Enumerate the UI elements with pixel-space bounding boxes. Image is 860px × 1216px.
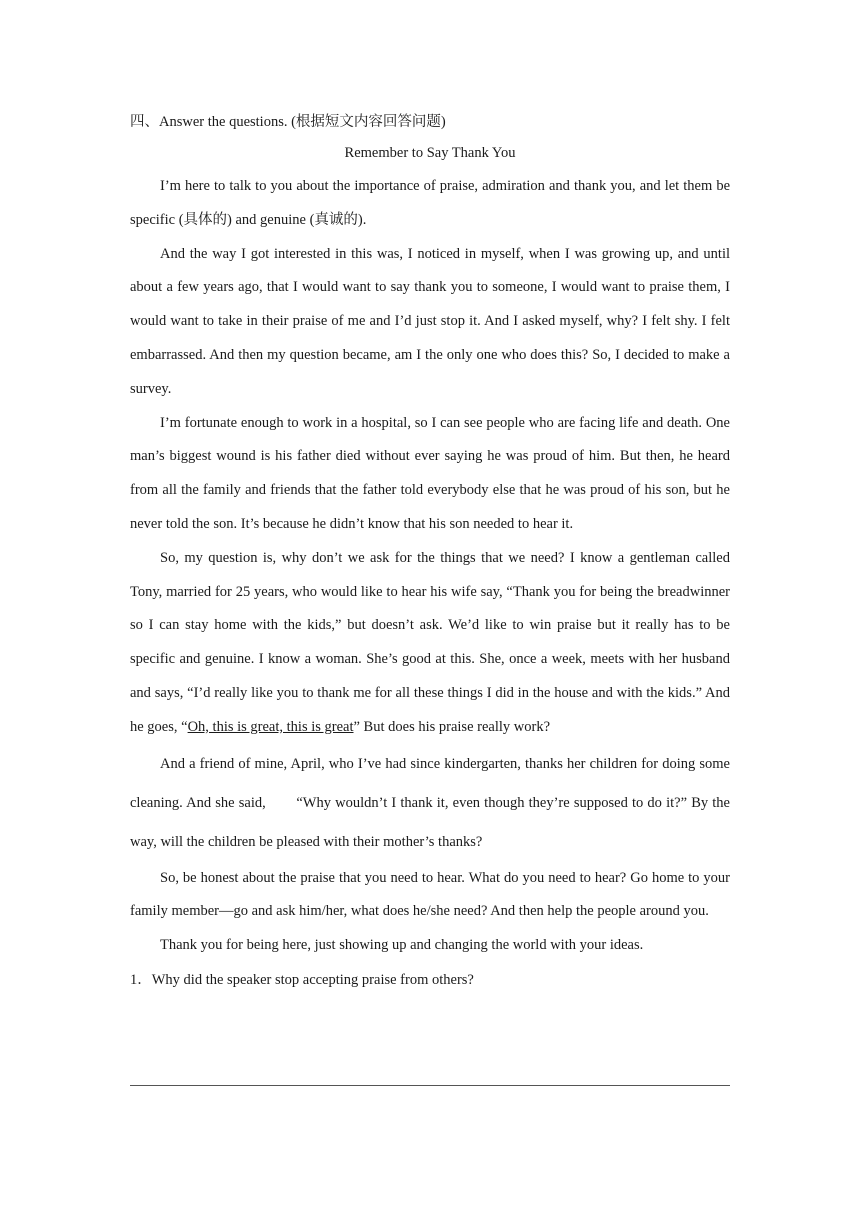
section-heading: 四、Answer the questions. (根据短文内容回答问题) — [130, 114, 446, 130]
paragraph-6: So, be honest about the praise that you need to hear. What do you need to hear? Go home to your family member—go and ask him/her, what does he/she need? And then help the people around you. — [130, 869, 730, 920]
passage-title: Remember to Say Thank You — [344, 145, 516, 161]
paragraph-3: I’m fortunate enough to work in a hospital, so I can see people who are facing life and death. One man’s biggest wound is his father died without ever saying he was proud of him. But then, he heard from all the family and friends that the father told everybody else that he was proud of his son, but he never told the son. It’s because he didn’t know that his son needed to hear it. — [130, 414, 730, 532]
paragraph-4 — [130, 542, 730, 745]
question-1: 1．Why did the speaker stop accepting praise from others? — [130, 971, 474, 988]
paragraph-4-text-after: ” But does his praise really work? — [353, 718, 551, 735]
paragraph-7: Thank you for being here, just showing up and changing the world with your ideas. — [160, 937, 644, 954]
paragraph-4-text-before: So, my question is, why don’t we ask for the things that we need? I know a gentleman called Tony, married for 25 years, who would like to hear his wife say, “Thank you for being the breadwinner so I can stay home with the kids,” but doesn’t ask. We’d like to win praise but it really has to be specific and genuine. I know a woman. She’s good at this. She, once a week, meets with her husband and says, “I’d really like you to thank me for all these things I did in the house and with the kids.” And he goes, “ — [130, 549, 730, 735]
paragraph-1: I’m here to talk to you about the importance of praise, admiration and thank you, and let them be specific (具体的) and genuine (真诚的). — [130, 178, 730, 228]
paragraph-2: And the way I got interested in this was, I noticed in myself, when I was growing up, and until about a few years ago, that I would want to say thank you to someone, I would want to praise them, I would want to take in their praise of me and I’d just stop it. And I asked myself, why? I felt shy. I felt embarrassed. And then my question became, am I the only one who does this? So, I decided to make a survey. — [130, 245, 730, 397]
answer-line-1[interactable] — [130, 1085, 730, 1086]
document-page — [130, 108, 730, 997]
paragraph-5: And a friend of mine, April, who I’ve had since kindergarten, thanks her children for doing some cleaning. And she said, “Why wouldn’t I thank it, even though they’re supposed to do it?” By the way, will the children be pleased with their mother’s thanks? — [130, 755, 730, 850]
underlined-quote: Oh, this is great, this is great — [187, 718, 354, 735]
